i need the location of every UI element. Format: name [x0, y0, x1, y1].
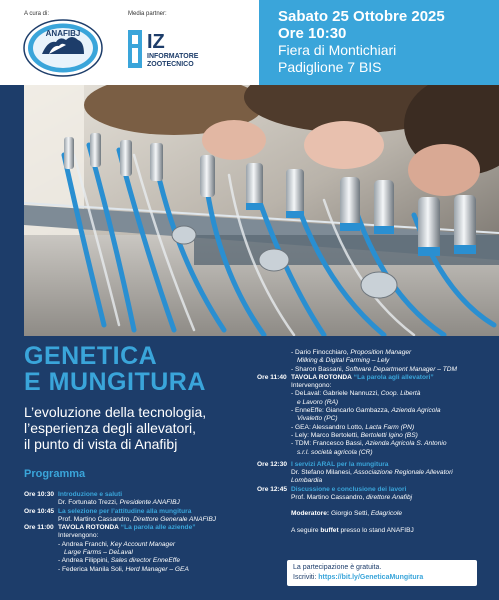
- program-time: Ore 12:30: [257, 460, 288, 468]
- registration-label: Iscriviti:: [293, 573, 319, 581]
- panelist-role-cont: Milking & Digital Farming – Lely: [297, 357, 390, 365]
- iz-logo-line2: ZOOTECNICO: [147, 61, 194, 68]
- program-item: [257, 374, 493, 382]
- main-title: [24, 343, 269, 395]
- program-title: TAVOLA ROTONDA: [291, 373, 352, 381]
- program-time: Ore 11:40: [257, 373, 287, 381]
- program-title: Discussione e conclusione dei lavori: [291, 485, 407, 493]
- panelist-role-cont: e Lavoro (RA): [297, 398, 339, 406]
- program-time: Ore 10:30: [24, 491, 55, 498]
- panelist: - Lely: Marco Bertoletti, Bertoletti Igino (BS): [291, 431, 418, 439]
- program-title: TAVOLA ROTONDA: [58, 524, 119, 532]
- registration-link[interactable]: https://bit.ly/GeneticaMungitura: [318, 573, 424, 581]
- event-hall: Padiglione 7 BIS: [278, 59, 382, 75]
- panelist: - Andrea Franchi, Key Account Manager: [58, 540, 176, 548]
- program-quote: “La parola agli allevatori”: [353, 373, 434, 381]
- subtitle: [24, 404, 274, 452]
- panelist-role-cont: Vivaletto (PC): [297, 415, 338, 423]
- program-left-column: [24, 491, 256, 574]
- program-speaker: [24, 516, 256, 524]
- speaker-name: Prof. Martino Cassandro,: [58, 515, 134, 523]
- panelist: - DeLaval: Gabriele Nannuzzi, Coop. Libertà: [291, 390, 421, 398]
- moderator: Moderatore: Giorgio Setti, Edagricole: [291, 510, 403, 518]
- program-speaker: Dr. Stefano Milanesi, Associazione Regionale Allevatori: [291, 469, 453, 477]
- subtitle-line3: il punto di vista di Anafibj: [24, 436, 178, 452]
- program-item: [24, 491, 256, 499]
- program-item: [257, 461, 493, 469]
- informatore-zootecnico-logo: [128, 26, 228, 76]
- panelist: - Federica Manila Soli, Herd Manager – GEA: [58, 565, 189, 573]
- event-venue: Fiera di Montichiari: [278, 42, 397, 58]
- panelist: - Andrea Filippini, Sales director EnneEffe: [58, 557, 181, 565]
- program-title: I servizi ARAL per la mungitura: [291, 460, 389, 468]
- speaker-name: Dr. Fortunato Trezzi,: [58, 499, 120, 507]
- program-title: Introduzione e saluti: [58, 491, 123, 498]
- registration-free-text: La partecipazione è gratuita.: [293, 564, 382, 571]
- panelist: - EnneEffe: Giancarlo Gambazza, Azienda Agricola: [291, 407, 441, 415]
- event-date-box: [259, 0, 499, 85]
- panelist-role-cont: Large Farms – DeLaval: [64, 549, 133, 557]
- speaker-role-cont: Lombardia: [291, 477, 323, 485]
- main-title-line2: E MUNGITURA: [24, 368, 206, 396]
- program-item: [24, 524, 256, 532]
- program-heading: Programma: [24, 468, 86, 480]
- speaker-role: Presidente ANAFIBJ: [119, 499, 180, 507]
- main-title-line1: GENETICA: [24, 342, 158, 370]
- panelist: - Sharon Bassani, Software Department Manager – TDM: [291, 365, 458, 373]
- panelist: - GEA: Alessandro Lotto, Lacta Farm (PN): [291, 423, 415, 431]
- program-time: Ore 12:45: [257, 485, 288, 493]
- program-speaker: [24, 499, 256, 507]
- subtitle-line2: l’esperienza degli allevatori,: [24, 420, 196, 436]
- anafibj-logo-text: ANAFIBJ: [45, 29, 81, 38]
- program-item: [24, 508, 256, 516]
- program-time: Ore 11:00: [24, 524, 54, 532]
- iz-logo-line1: INFORMATORE: [147, 53, 199, 60]
- registration-line: [293, 573, 471, 583]
- iz-logo-letters: IZ: [147, 31, 165, 53]
- header: [0, 0, 499, 85]
- program-speaker: Prof. Martino Cassandro, direttore Anafibj: [291, 494, 413, 502]
- program-time: Ore 10:45: [24, 507, 55, 515]
- buffet-note: A seguire buffet presso lo stand ANAFIBJ: [291, 526, 414, 534]
- anafibj-logo: [22, 18, 104, 78]
- program-quote: “La parola alle aziende”: [120, 524, 196, 532]
- event-date: Sabato 25 Ottobre 2025: [278, 8, 445, 25]
- media-partner-label: Media partner:: [128, 11, 167, 17]
- speaker-role: Direttore Generale ANAFIBJ: [133, 515, 217, 523]
- program-right-column: [257, 349, 493, 535]
- program-title: La selezione per l’attitudine alla mungitura: [58, 507, 192, 515]
- a-cura-di-label: A cura di:: [24, 11, 50, 17]
- panelist-role-cont: s.r.l. società agricola (CR): [297, 448, 373, 456]
- panelist: - TDM: Francesco Bassi, Azienda Agricola S. Antonio: [291, 440, 447, 448]
- intervene-label: Intervengono:: [58, 532, 99, 540]
- intervene-label: Intervengono:: [291, 382, 332, 390]
- event-time: Ore 10:30: [278, 25, 347, 42]
- milking-parlour-photo: [24, 85, 499, 336]
- panelist: - Dario Finocchiaro, Proposition Manager: [291, 349, 412, 356]
- program-item: [257, 486, 493, 494]
- registration-box: [287, 560, 477, 586]
- subtitle-line1: L’evoluzione della tecnologia,: [24, 404, 207, 420]
